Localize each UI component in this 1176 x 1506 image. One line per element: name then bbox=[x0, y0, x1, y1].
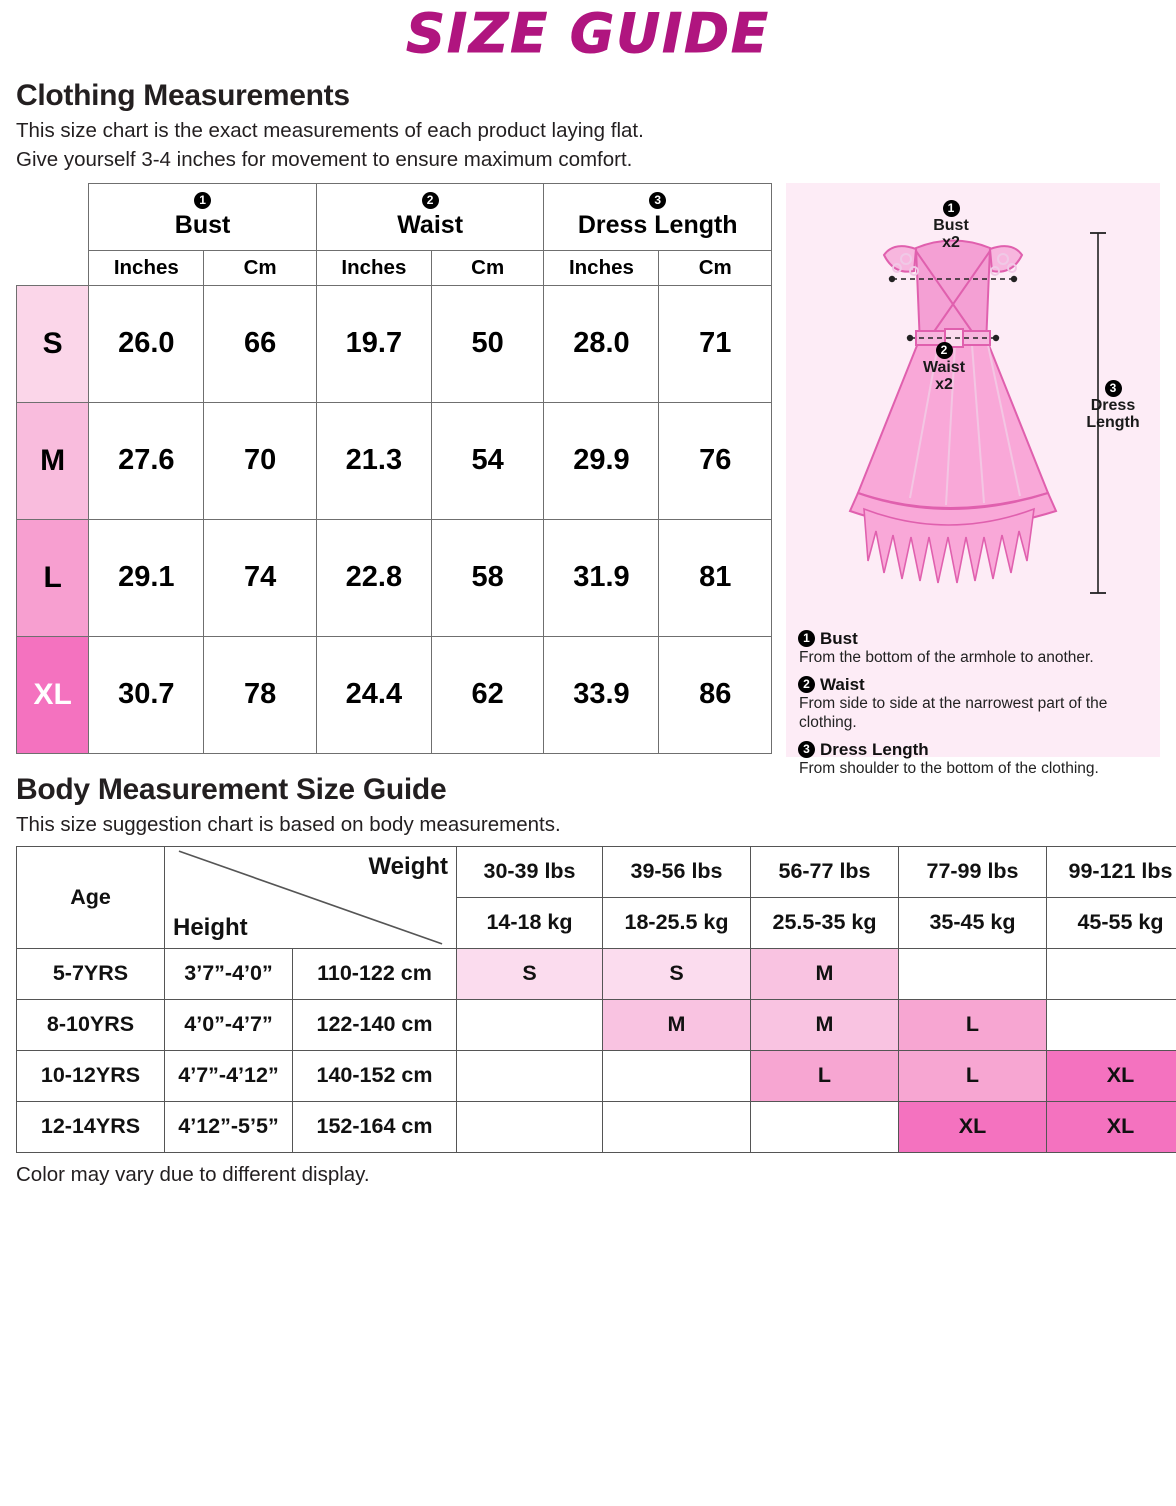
unit-header-length-inches: Inches bbox=[544, 250, 659, 285]
cell-m-length-in: 29.9 bbox=[544, 402, 659, 519]
header-height-label: Height bbox=[173, 914, 248, 942]
cell-height-cm-8-10: 122-140 cm bbox=[293, 999, 457, 1050]
cell-m-bust-cm: 70 bbox=[204, 402, 317, 519]
size-label-l: L bbox=[17, 519, 89, 636]
size-label-s: S bbox=[17, 285, 89, 402]
cell-size-r2-c2: M bbox=[603, 999, 751, 1050]
cell-m-waist-in: 21.3 bbox=[316, 402, 431, 519]
cell-size-r1-c5 bbox=[1047, 948, 1176, 999]
note-bust-text: From the bottom of the armhole to another. bbox=[799, 649, 1148, 668]
cell-size-r3-c5: XL bbox=[1047, 1050, 1176, 1101]
label-bust bbox=[916, 199, 986, 252]
badge-3-icon: 3 bbox=[649, 192, 666, 209]
table-row bbox=[17, 948, 1176, 999]
cell-size-r2-c4: L bbox=[899, 999, 1047, 1050]
cell-s-waist-cm: 50 bbox=[431, 285, 544, 402]
clothing-measurements-heading: Clothing Measurements bbox=[16, 79, 1160, 113]
cell-l-length-cm: 81 bbox=[659, 519, 772, 636]
table-row bbox=[17, 636, 772, 753]
measurement-notes bbox=[798, 629, 1148, 779]
cell-s-length-cm: 71 bbox=[659, 285, 772, 402]
note-bust bbox=[798, 629, 1148, 668]
body-measurement-heading: Body Measurement Size Guide bbox=[16, 773, 1160, 807]
cell-xl-length-cm: 86 bbox=[659, 636, 772, 753]
table-row bbox=[17, 1101, 1176, 1152]
footnote: Color may vary due to different display. bbox=[16, 1163, 1160, 1187]
cell-age-10-12: 10-12YRS bbox=[17, 1050, 165, 1101]
cell-size-r4-c1 bbox=[457, 1101, 603, 1152]
cell-height-ft-10-12: 4’7”-4’12” bbox=[165, 1050, 293, 1101]
cell-xl-waist-in: 24.4 bbox=[316, 636, 431, 753]
clothing-measurements-subtitle-line1: This size chart is the exact measurements of each product laying flat. bbox=[16, 117, 1160, 144]
cell-size-r4-c5: XL bbox=[1047, 1101, 1176, 1152]
table-row bbox=[17, 1050, 1176, 1101]
header-weight-label: Weight bbox=[368, 853, 448, 881]
unit-header-bust-cm: Cm bbox=[204, 250, 317, 285]
table-row bbox=[17, 519, 772, 636]
label-dress-length-line2: Length bbox=[1086, 414, 1139, 431]
badge-3-icon: 3 bbox=[1105, 380, 1122, 397]
unit-header-bust-inches: Inches bbox=[89, 250, 204, 285]
group-label-dress-length: Dress Length bbox=[578, 211, 738, 239]
group-header-waist bbox=[316, 183, 544, 250]
note-dress-length-title: Dress Length bbox=[820, 740, 929, 760]
cell-l-waist-in: 22.8 bbox=[316, 519, 431, 636]
group-header-dress-length bbox=[544, 183, 772, 250]
cell-height-ft-5-7: 3’7”-4’0” bbox=[165, 948, 293, 999]
cell-size-r1-c4 bbox=[899, 948, 1047, 999]
cell-xl-length-in: 33.9 bbox=[544, 636, 659, 753]
clothing-measurements-table bbox=[16, 183, 772, 754]
note-waist bbox=[798, 675, 1148, 733]
cell-size-r2-c1 bbox=[457, 999, 603, 1050]
cell-size-r1-c1: S bbox=[457, 948, 603, 999]
badge-2-icon: 2 bbox=[422, 192, 439, 209]
cell-age-8-10: 8-10YRS bbox=[17, 999, 165, 1050]
cell-size-r1-c3: M bbox=[751, 948, 899, 999]
cell-height-cm-12-14: 152-164 cm bbox=[293, 1101, 457, 1152]
group-label-waist: Waist bbox=[397, 211, 463, 239]
cell-height-cm-5-7: 110-122 cm bbox=[293, 948, 457, 999]
cell-height-ft-12-14: 4’12”-5’5” bbox=[165, 1101, 293, 1152]
table-row bbox=[17, 285, 772, 402]
cell-age-5-7: 5-7YRS bbox=[17, 948, 165, 999]
label-bust-text: Bust bbox=[933, 217, 969, 234]
unit-header-waist-cm: Cm bbox=[431, 250, 544, 285]
table-header-groups bbox=[17, 183, 772, 250]
header-weight-kg-3: 25.5-35 kg bbox=[751, 897, 899, 948]
cell-l-bust-in: 29.1 bbox=[89, 519, 204, 636]
cell-s-waist-in: 19.7 bbox=[316, 285, 431, 402]
corner-cell-units bbox=[17, 250, 89, 285]
cell-size-r3-c2 bbox=[603, 1050, 751, 1101]
cell-m-waist-cm: 54 bbox=[431, 402, 544, 519]
badge-3-icon: 3 bbox=[798, 741, 815, 758]
note-waist-text: From side to side at the narrowest part of the clothing. bbox=[799, 695, 1148, 733]
cell-s-length-in: 28.0 bbox=[544, 285, 659, 402]
header-weight-lbs-4: 77-99 lbs bbox=[899, 846, 1047, 897]
cell-size-r2-c3: M bbox=[751, 999, 899, 1050]
cell-s-bust-cm: 66 bbox=[204, 285, 317, 402]
header-age: Age bbox=[17, 846, 165, 948]
header-weight-kg-4: 35-45 kg bbox=[899, 897, 1047, 948]
cell-height-ft-8-10: 4’0”-4’7” bbox=[165, 999, 293, 1050]
cell-s-bust-in: 26.0 bbox=[89, 285, 204, 402]
cell-size-r4-c3 bbox=[751, 1101, 899, 1152]
size-label-xl: XL bbox=[17, 636, 89, 753]
body-table-header-lbs bbox=[17, 846, 1176, 897]
header-weight-lbs-3: 56-77 lbs bbox=[751, 846, 899, 897]
unit-header-length-cm: Cm bbox=[659, 250, 772, 285]
cell-xl-bust-cm: 78 bbox=[204, 636, 317, 753]
size-label-m: M bbox=[17, 402, 89, 519]
header-weight-kg-5: 45-55 kg bbox=[1047, 897, 1176, 948]
header-weight-lbs-5: 99-121 lbs bbox=[1047, 846, 1176, 897]
cell-size-r4-c2 bbox=[603, 1101, 751, 1152]
note-waist-title: Waist bbox=[820, 675, 865, 695]
clothing-section bbox=[16, 183, 1160, 757]
cell-m-length-cm: 76 bbox=[659, 402, 772, 519]
unit-header-waist-inches: Inches bbox=[316, 250, 431, 285]
page-title: SIZE GUIDE bbox=[16, 6, 1160, 63]
dress-diagram bbox=[798, 193, 1148, 623]
body-measurement-table bbox=[16, 846, 1176, 1153]
cell-size-r3-c1 bbox=[457, 1050, 603, 1101]
cell-l-bust-cm: 74 bbox=[204, 519, 317, 636]
header-weight-kg-2: 18-25.5 kg bbox=[603, 897, 751, 948]
badge-2-icon: 2 bbox=[936, 342, 953, 359]
table-row bbox=[17, 402, 772, 519]
note-bust-title: Bust bbox=[820, 629, 858, 649]
size-guide-page bbox=[0, 6, 1176, 1506]
cell-height-cm-10-12: 140-152 cm bbox=[293, 1050, 457, 1101]
badge-1-icon: 1 bbox=[943, 200, 960, 217]
header-weight-lbs-1: 30-39 lbs bbox=[457, 846, 603, 897]
cell-xl-waist-cm: 62 bbox=[431, 636, 544, 753]
label-waist bbox=[904, 341, 984, 394]
cell-size-r4-c4: XL bbox=[899, 1101, 1047, 1152]
header-weight-kg-1: 14-18 kg bbox=[457, 897, 603, 948]
header-weight-lbs-2: 39-56 lbs bbox=[603, 846, 751, 897]
group-label-bust: Bust bbox=[175, 211, 231, 239]
label-bust-multiplier: x2 bbox=[942, 234, 960, 251]
header-weight-height-diagonal bbox=[165, 846, 457, 948]
badge-1-icon: 1 bbox=[194, 192, 211, 209]
note-dress-length bbox=[798, 740, 1148, 779]
corner-cell bbox=[17, 183, 89, 250]
cell-m-bust-in: 27.6 bbox=[89, 402, 204, 519]
cell-l-waist-cm: 58 bbox=[431, 519, 544, 636]
badge-1-icon: 1 bbox=[798, 630, 815, 647]
label-dress-length bbox=[1080, 379, 1146, 432]
note-dress-length-text: From shoulder to the bottom of the clothing. bbox=[799, 760, 1148, 779]
cell-age-12-14: 12-14YRS bbox=[17, 1101, 165, 1152]
body-measurement-subtitle: This size suggestion chart is based on body measurements. bbox=[16, 811, 1160, 838]
cell-xl-bust-in: 30.7 bbox=[89, 636, 204, 753]
clothing-measurements-subtitle-line2: Give yourself 3-4 inches for movement to ensure maximum comfort. bbox=[16, 146, 1160, 173]
badge-2-icon: 2 bbox=[798, 676, 815, 693]
label-dress-length-line1: Dress bbox=[1091, 397, 1135, 414]
label-waist-multiplier: x2 bbox=[935, 376, 953, 393]
cell-size-r2-c5 bbox=[1047, 999, 1176, 1050]
cell-size-r3-c4: L bbox=[899, 1050, 1047, 1101]
cell-size-r3-c3: L bbox=[751, 1050, 899, 1101]
cell-size-r1-c2: S bbox=[603, 948, 751, 999]
cell-l-length-in: 31.9 bbox=[544, 519, 659, 636]
label-waist-text: Waist bbox=[923, 359, 965, 376]
table-row bbox=[17, 999, 1176, 1050]
table-header-units bbox=[17, 250, 772, 285]
dress-illustration-panel bbox=[786, 183, 1160, 757]
group-header-bust bbox=[89, 183, 317, 250]
